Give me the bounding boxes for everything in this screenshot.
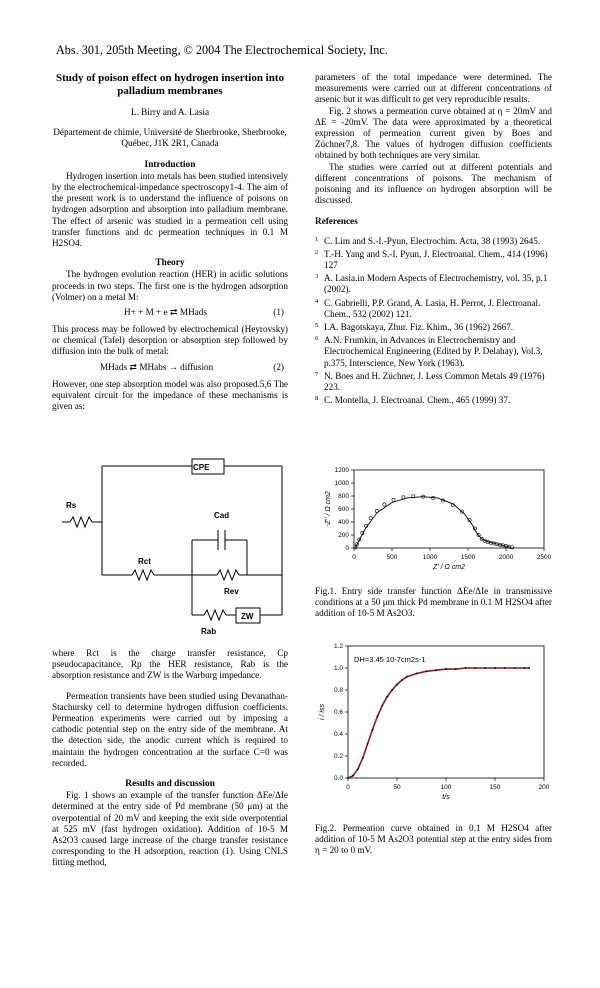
data-point bbox=[406, 676, 408, 678]
x-tick-label: 2000 bbox=[498, 554, 514, 561]
reference-text: I.A. Bagotskaya, Zhur. Fiz. Khim., 36 (1962) 2667. bbox=[324, 322, 514, 333]
data-point bbox=[465, 667, 467, 669]
theory-p3: However, one step absorption model was also proposed.5,6 The equivalent circuit for the impedance of these mechanisms is given as: bbox=[52, 378, 288, 412]
data-point bbox=[381, 705, 383, 707]
permeation-text: Permeation transients have been studied using Devanathan-Stachursky cell to determine hydrogen diffusion coefficients. Permeation experiments were carried out by imposing a cathodic potential step on the entry side of the membrane. At the detection side, the anodic current which is required to maintain the hydrogen concentration at the surface C=0 was recorded. bbox=[52, 690, 288, 768]
reference-item bbox=[315, 273, 552, 295]
rct-label: Rct bbox=[138, 557, 151, 566]
y-tick-label: 800 bbox=[338, 493, 349, 501]
reference-number: 1 bbox=[315, 235, 319, 243]
where-text: where Rct is the charge transfer resistance, Cp pseudocapacitance, Rp the HER resistance, Rab is the absorption resistance and ZW is the Warburg impedance. bbox=[52, 648, 288, 681]
y-tick-label: 0 bbox=[345, 545, 349, 553]
x-axis-label: Z' / Ω cm2 bbox=[433, 564, 465, 571]
reference-item bbox=[315, 236, 552, 247]
x-tick-label: 150 bbox=[489, 784, 501, 791]
x-tick-label: 0 bbox=[352, 554, 356, 561]
paper-title: Study of poison effect on hydrogen insertion into palladium membranes bbox=[55, 72, 285, 97]
x-tick-label: 100 bbox=[440, 784, 452, 791]
reference-text: T.-H. Yang and S.-I. Pyun, J. Electroanal. Chem., 414 (1996) 127 bbox=[324, 248, 548, 271]
data-point bbox=[392, 498, 395, 501]
equivalent-circuit-diagram bbox=[52, 452, 292, 642]
data-point bbox=[372, 729, 374, 731]
data-point bbox=[435, 669, 437, 671]
equation-2-number: (2) bbox=[273, 361, 284, 372]
reference-number: 2 bbox=[315, 248, 319, 256]
equation-2 bbox=[52, 362, 288, 376]
y-tick-label: 1200 bbox=[334, 467, 349, 475]
theory-p1: The hydrogen evolution reaction (HER) in acidic solutions proceeds in two steps. The first one is the hydrogen adsorption (Volmer) on a metal M: bbox=[52, 269, 288, 302]
cpe-label: CPE bbox=[193, 463, 210, 472]
data-point bbox=[347, 777, 349, 779]
rs-label: Rs bbox=[66, 501, 77, 510]
data-point bbox=[357, 768, 359, 770]
data-point bbox=[362, 757, 364, 759]
intro-heading: Introduction bbox=[144, 159, 196, 170]
reference-text: A. Lasia.in Modern Aspects of Electrochemistry, vol. 35, p.1 (2002). bbox=[324, 273, 548, 295]
references-heading: References bbox=[315, 216, 358, 227]
data-point bbox=[396, 684, 398, 686]
page-header: Abs. 301, 205th Meeting, © 2004 The Electrochemical Society, Inc. bbox=[56, 43, 388, 57]
equation-2-body: MHads ⇄ MHabs → diffusion bbox=[100, 361, 214, 372]
intro-text: Hydrogen insertion into metals has been studied intensively by the electrochemical-impedance spectroscopy1-4. The aim of the present work is to understand the influence of poisons on hydrogen adsorption and absorption into palladium membrane. The effect of arsenic was studied in a permeation cell using transfer functions and dc permeation techniques in 0.1 M H2SO4. bbox=[52, 170, 288, 249]
equation-1-body: H+ + M + e ⇄ MHads bbox=[124, 307, 207, 318]
y-tick-label: 600 bbox=[338, 506, 349, 514]
studies-text: The studies were carried out at different potentials and different concentrations of poisons. The mechanism of poisoning and its influence on hydrogen absorption will be discussed. bbox=[315, 161, 552, 206]
x-tick-label: 200 bbox=[538, 784, 550, 791]
results-heading: Results and discussion bbox=[125, 779, 215, 790]
cad-label: Cad bbox=[214, 511, 230, 520]
data-point bbox=[383, 503, 386, 506]
y-tick-label: 0.8 bbox=[333, 687, 343, 695]
y-tick-label: 0.2 bbox=[333, 753, 343, 761]
series-line bbox=[356, 497, 510, 548]
results-text: Fig. 1 shows an example of the transfer function ΔEe/ΔIe determined at the entry side of Pd membrane (50 μm) at the overpotential of 20 mV and keeping the exit side overpotential at 525 mV (fast hydrogen oxidation). Addition of 10-5 M As2O3 caused large increase of the charge transfer resistance corresponding to the H adsorption, reaction (1). Using CNLS fitting method, bbox=[52, 790, 288, 868]
data-point bbox=[510, 546, 513, 549]
reference-item bbox=[315, 335, 552, 369]
reference-item bbox=[315, 249, 552, 271]
reference-number: 8 bbox=[315, 395, 319, 403]
y-tick-label: 0.0 bbox=[333, 775, 343, 783]
data-point bbox=[484, 667, 486, 669]
data-point bbox=[514, 667, 516, 669]
reference-item bbox=[315, 298, 552, 320]
data-point bbox=[416, 673, 418, 675]
data-point bbox=[352, 775, 354, 777]
y-tick-label: 1000 bbox=[334, 480, 349, 488]
reference-text: C. Lim and S.-I.-Pyun, Electrochim. Acta, 38 (1993) 2645. bbox=[324, 235, 541, 246]
y-axis-label: -Z'' / Ω cm2 bbox=[325, 491, 332, 527]
figure-2-caption: Fig.2. Permeation curve obtained in 0.1 M H2SO4 after addition of 10-5 M As2O3 potential step at the entry sides from η = 20 to 0 mV. bbox=[315, 823, 552, 856]
equation-1 bbox=[52, 307, 288, 321]
data-point bbox=[528, 667, 530, 669]
x-tick-label: 500 bbox=[386, 554, 398, 561]
reference-item bbox=[315, 395, 552, 406]
reference-text: A.N. Frumkin, in Advances in Electrochemistry and Electrochemical Engineering (Edited by P. Delahay), Vol.3, p.375, Interscience, New York (1963). bbox=[324, 335, 543, 368]
figure-2-permeation-plot bbox=[318, 640, 554, 815]
data-point bbox=[524, 667, 526, 669]
data-point bbox=[367, 743, 369, 745]
series-line bbox=[348, 668, 529, 778]
data-point bbox=[455, 668, 457, 670]
data-point bbox=[377, 716, 379, 718]
fig2-discussion: Fig. 2 shows a permeation curve obtained at η = 20mV and ΔE = -20mV. The data were approximated by a theoretical expression of permeation current given by Boes and Züchner7,8. The values of hydrogen diffusion coefficients obtained by both techniques are very similar. bbox=[315, 105, 552, 161]
zw-label: ZW bbox=[241, 612, 254, 621]
equation-1-number: (1) bbox=[273, 307, 284, 318]
x-axis-label: t/s bbox=[442, 794, 450, 801]
chart-annotation: DH=3.45 10-7cm2s-1 bbox=[354, 655, 426, 664]
left-column bbox=[52, 72, 288, 412]
data-point bbox=[401, 679, 403, 681]
x-tick-label: 2500 bbox=[536, 554, 552, 561]
rev-label: Rev bbox=[224, 587, 239, 596]
reference-text: N. Boes and H. Züchner, J. Less Common Metals 49 (1976) 223. bbox=[324, 370, 545, 393]
reference-number: 3 bbox=[315, 273, 319, 281]
authors: L. Birry and A. Lasia bbox=[130, 107, 210, 117]
x-tick-label: 50 bbox=[393, 784, 401, 791]
y-tick-label: 1.2 bbox=[333, 643, 343, 651]
data-point bbox=[445, 668, 447, 670]
data-point bbox=[391, 689, 393, 691]
reference-item bbox=[315, 371, 552, 393]
y-axis-label: i / iss bbox=[319, 704, 326, 720]
plot-frame bbox=[348, 646, 544, 778]
x-tick-label: 1000 bbox=[422, 554, 438, 561]
right-column bbox=[315, 72, 552, 408]
data-point bbox=[494, 667, 496, 669]
y-tick-label: 0.4 bbox=[333, 731, 343, 739]
data-point bbox=[426, 670, 428, 672]
reference-number: 4 bbox=[315, 297, 319, 305]
x-tick-label: 0 bbox=[346, 784, 350, 791]
data-point bbox=[475, 667, 477, 669]
figure-1-nyquist-plot bbox=[318, 458, 554, 578]
y-tick-label: 0.6 bbox=[333, 709, 343, 717]
x-tick-label: 1500 bbox=[460, 554, 476, 561]
affiliation: Département de chimie, Université de Sherbrooke, Sherbrooke, Québec, J1K 2R1, Canada bbox=[53, 127, 287, 149]
figure-1-caption: Fig.1. Entry side transfer function ΔEe/ΔIe in transmissive conditions at a 50 μm thick Pd membrane in 0.1 M H2SO4 after addition of 10-5 M As2O3. bbox=[315, 586, 552, 619]
right-top-text: parameters of the total impedance were determined. The measurements were carried out at different concentrations of arsenic but it was difficult to get very reproducible results. bbox=[315, 72, 552, 105]
reference-item bbox=[315, 322, 552, 333]
rab-label: Rab bbox=[201, 627, 217, 636]
y-tick-label: 200 bbox=[338, 532, 349, 540]
y-tick-label: 400 bbox=[338, 519, 349, 527]
y-tick-label: 1.0 bbox=[333, 665, 343, 673]
reference-number: 6 bbox=[315, 335, 319, 343]
reference-number: 7 bbox=[315, 370, 319, 378]
reference-text: C. Montella, J. Electroanal. Chem., 465 (1999) 37. bbox=[324, 395, 511, 406]
left-column-lower bbox=[52, 648, 288, 869]
data-point bbox=[504, 667, 506, 669]
reference-number: 5 bbox=[315, 322, 319, 330]
reference-text: C. Gabrielli, P.P. Grand, A. Lasia, H. Perrot, J. Electroanal. Chem., 532 (2002) 121. bbox=[324, 297, 541, 319]
theory-p2: This process may be followed by electrochemical (Heyrovsky) or chemical (Tafel) desorption or absorption step followed by diffusion into the bulk of metal: bbox=[52, 324, 288, 357]
data-point bbox=[386, 696, 388, 698]
theory-heading: Theory bbox=[155, 258, 185, 269]
references-list bbox=[315, 236, 552, 407]
